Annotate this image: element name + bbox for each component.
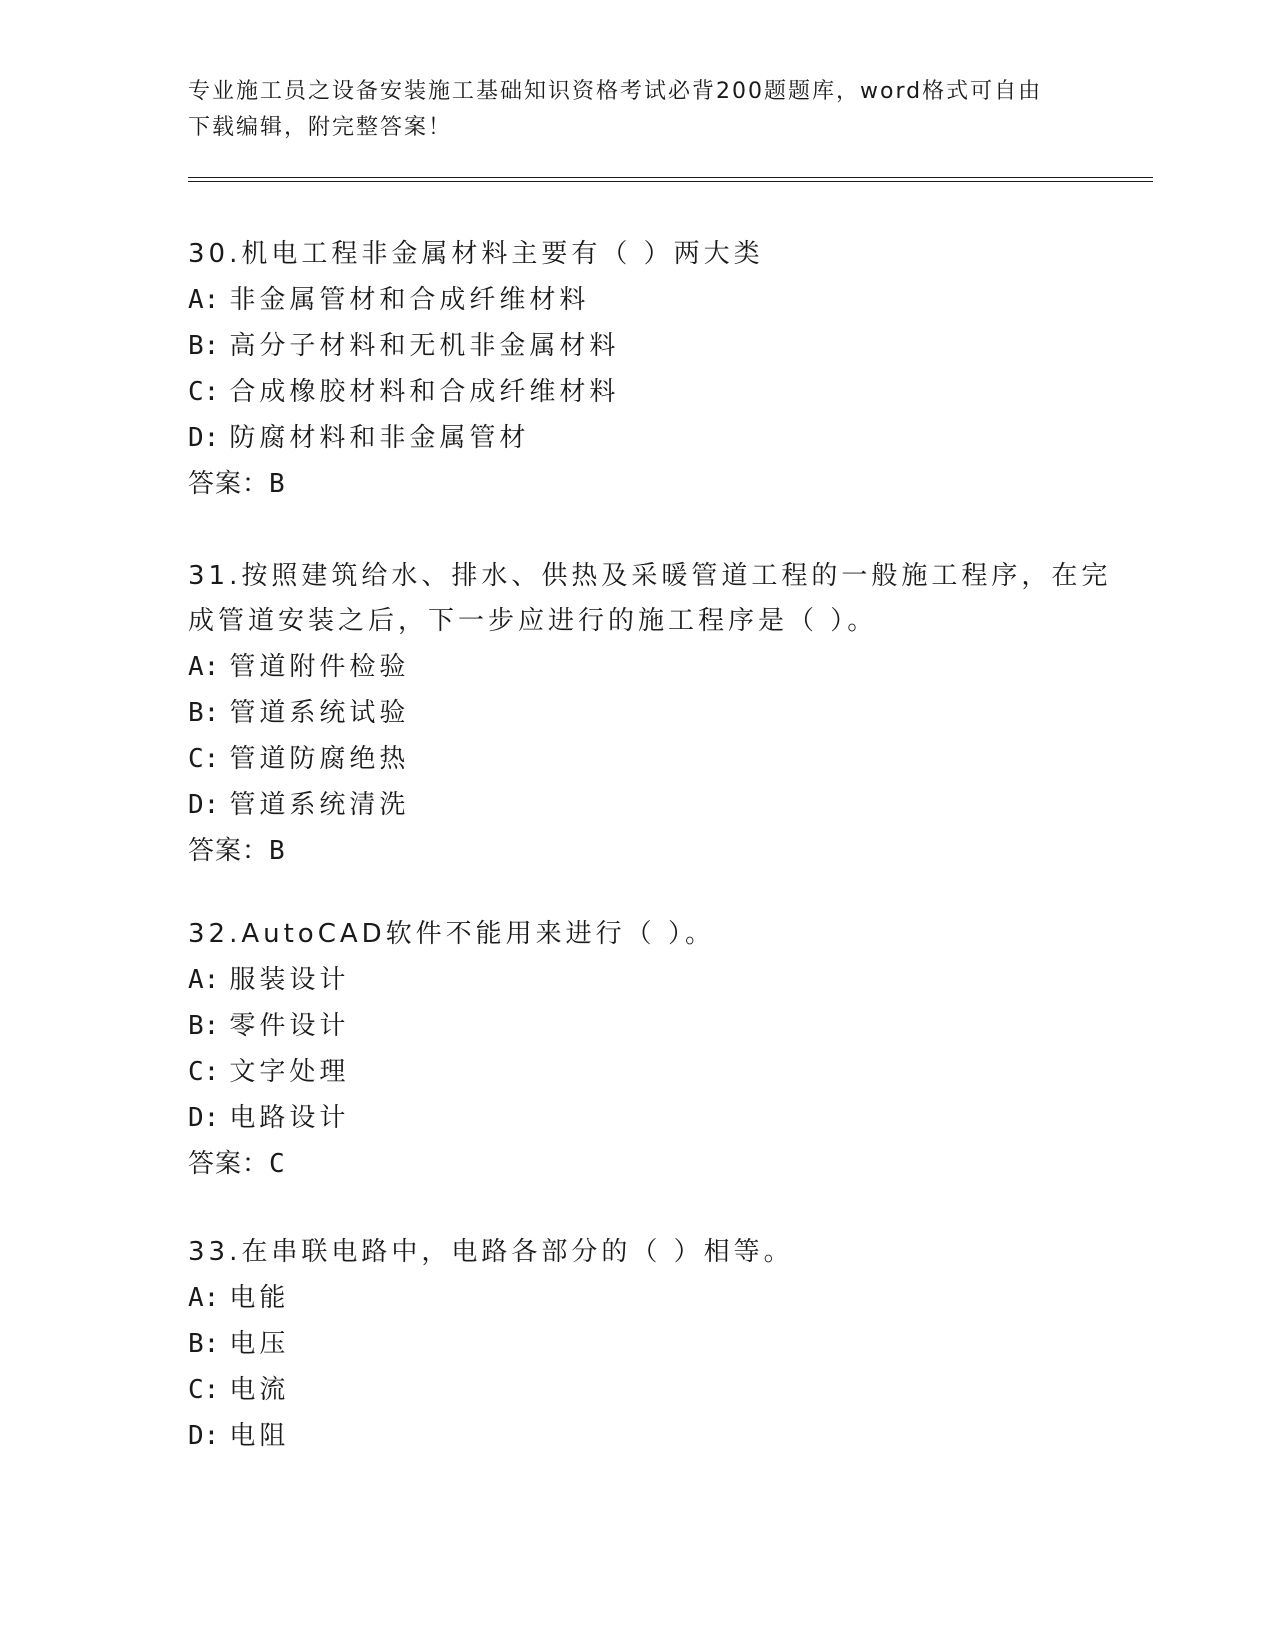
option-key: B: (188, 698, 220, 728)
answer-label: 答案： (188, 836, 270, 866)
option-key: A: (188, 285, 220, 315)
answer (188, 1141, 1088, 1187)
option-text: 高分子材料和无机非金属材料 (229, 331, 620, 361)
option-b (188, 690, 1088, 736)
option-key: A: (188, 1283, 220, 1313)
option-text: 电阻 (229, 1421, 290, 1451)
option-key: C: (188, 1057, 220, 1087)
option-d (188, 415, 1088, 461)
option-text: 电能 (229, 1283, 290, 1313)
option-text: 管道防腐绝热 (229, 744, 410, 774)
option-key: B: (188, 1011, 220, 1041)
answer-value: B (269, 469, 286, 499)
question-31 (188, 554, 1112, 874)
option-b (188, 1003, 1088, 1049)
answer-value: C (269, 1149, 286, 1179)
answer (188, 461, 1088, 507)
option-b (188, 323, 1088, 369)
option-key: C: (188, 1375, 220, 1405)
option-key: A: (188, 652, 220, 682)
option-key: C: (188, 744, 220, 774)
option-text: 防腐材料和非金属管材 (229, 423, 530, 453)
answer-label: 答案： (188, 469, 270, 499)
option-text: 管道附件检验 (229, 652, 410, 682)
option-text: 管道系统清洗 (229, 790, 410, 820)
option-key: D: (188, 1421, 220, 1451)
option-text: 电流 (229, 1375, 290, 1405)
option-c (188, 736, 1088, 782)
question-stem: 30.机电工程非金属材料主要有（ ）两大类 (188, 239, 764, 269)
question-30 (188, 232, 1088, 507)
option-key: D: (188, 790, 220, 820)
option-text: 电压 (229, 1329, 290, 1359)
option-text: 合成橡胶材料和合成纤维材料 (229, 377, 620, 407)
option-a (188, 1275, 1088, 1321)
option-b (188, 1321, 1088, 1367)
option-key: C: (188, 377, 220, 407)
option-text: 文字处理 (229, 1057, 350, 1087)
option-a (188, 644, 1088, 690)
option-key: D: (188, 423, 220, 453)
option-c (188, 1049, 1088, 1095)
question-32 (188, 912, 1088, 1187)
option-key: D: (188, 1103, 220, 1133)
question-stem: 32.AutoCAD软件不能用来进行（ ）。 (188, 919, 715, 949)
option-key: A: (188, 965, 220, 995)
header-divider-top (188, 177, 1153, 178)
question-stem: 33.在串联电路中，电路各部分的（ ）相等。 (188, 1237, 794, 1267)
option-a (188, 277, 1088, 323)
question-stem: 成管道安装之后，下一步应进行的施工程序是（ ）。 (188, 606, 878, 636)
option-text: 电路设计 (229, 1103, 350, 1133)
option-key: B: (188, 1329, 220, 1359)
option-d (188, 782, 1088, 828)
option-key: B: (188, 331, 220, 361)
option-text: 非金属管材和合成纤维材料 (229, 285, 590, 315)
option-d (188, 1413, 1088, 1459)
answer-value: B (269, 836, 286, 866)
header-divider-bottom (188, 181, 1153, 182)
answer (188, 828, 1088, 874)
answer-label: 答案： (188, 1149, 270, 1179)
option-a (188, 957, 1088, 1003)
header-line-1: 专业施工员之设备安装施工基础知识资格考试必背200题题库，word格式可自由 (188, 79, 1043, 104)
option-d (188, 1095, 1088, 1141)
document-header (188, 74, 1088, 146)
option-c (188, 1367, 1088, 1413)
option-text: 零件设计 (229, 1011, 350, 1041)
question-stem: 31.按照建筑给水、排水、供热及采暖管道工程的一般施工程序，在完 (188, 561, 1112, 591)
header-line-2: 下载编辑，附完整答案！ (188, 115, 453, 140)
option-text: 管道系统试验 (229, 698, 410, 728)
option-text: 服装设计 (229, 965, 350, 995)
question-33 (188, 1230, 1088, 1459)
option-c (188, 369, 1088, 415)
